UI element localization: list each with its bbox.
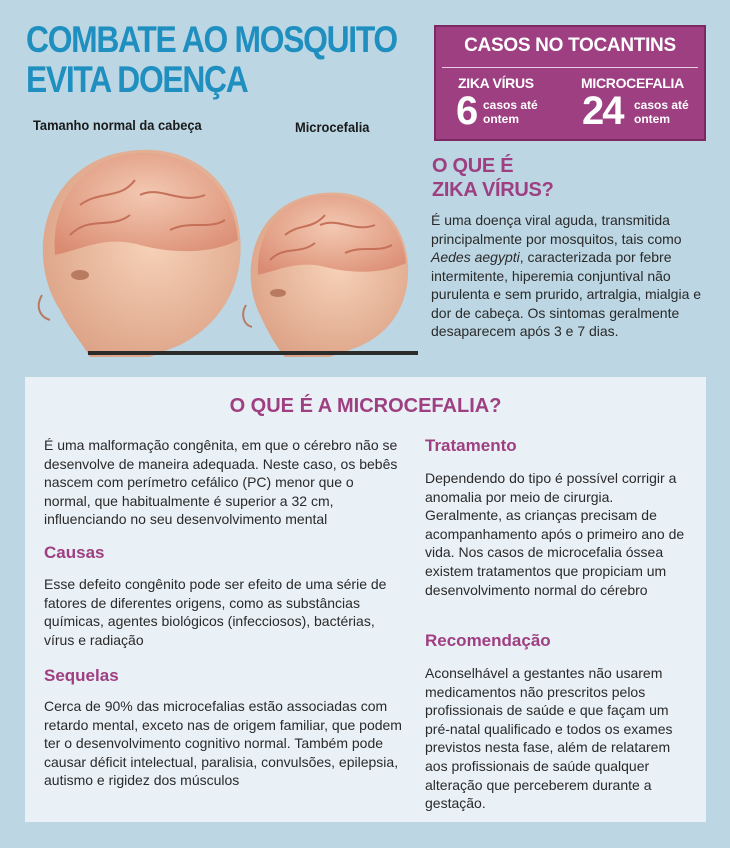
cases-divider <box>442 67 698 68</box>
headline <box>26 20 397 100</box>
microcephaly-panel-title: O QUE É A MICROCEFALIA? <box>229 395 502 417</box>
causas-text: Esse defeito congênito pode ser efeito de uma série de fatores de diferentes origens, como as substâncias químicas, agentes biológicos (infecciosos), bactérias, vírus e radiação <box>44 576 387 648</box>
tratamento-heading: Tratamento <box>425 436 517 455</box>
zika-cases-count: 6 <box>456 89 477 133</box>
recomendacao-heading: Recomendação <box>425 631 551 650</box>
headline-line-1: COMBATE AO MOSQUITO <box>26 19 397 60</box>
zika-title-line-2: ZIKA VÍRUS? <box>432 179 554 201</box>
zika-text-species: Aedes aegypti <box>431 249 520 265</box>
microcephaly-head-figure <box>243 192 408 357</box>
heads-illustration <box>20 135 420 360</box>
normal-head-figure <box>39 150 241 357</box>
zika-info-title <box>432 154 554 202</box>
zika-cases-note <box>483 98 543 126</box>
cases-box <box>434 25 706 141</box>
zika-text-part-1: É uma doença viral aguda, transmitida principalmente por mosquitos, tais como <box>431 212 682 247</box>
caption-normal-head: Tamanho normal da cabeça <box>33 117 202 133</box>
zika-title-line-1: O QUE É <box>432 155 514 177</box>
sequelas-heading: Sequelas <box>44 666 119 685</box>
sequelas-text: Cerca de 90% das microcefalias estão associadas com retardo mental, exceto nas de origem familiar, que podem ter o desenvolvimento cognitivo normal. Também pode causar déficit intelectual, paralisia, convulsões, epilepsia, autismo e rigidez dos músculos <box>44 698 402 789</box>
causas-heading: Causas <box>44 543 105 562</box>
zika-info-text <box>431 211 713 341</box>
microcephaly-cases-label: MICROCEFALIA <box>581 75 684 91</box>
headline-line-2: EVITA DOENÇA <box>26 59 248 100</box>
tratamento-text: Dependendo do tipo é possível corrigir a anomalia por meio de cirurgia. Geralmente, as crianças precisam de acompanhamento após o primeiro ano de vida. Nos casos de microcefalia óssea existem tratamentos que propiciam um desenvolvimento normal do cérebro <box>425 470 685 598</box>
micro-note-line-1: casos até <box>634 98 689 112</box>
zika-note-line-2: ontem <box>483 112 519 126</box>
zika-text-part-2: , caracterizada por febre intermitente, hiperemia conjuntival não purulenta e sem prurido, artralgia, mialgia e dor de cabeça. Os sintomas geralmente desaparecem após 3 e 7 dias. <box>431 249 702 339</box>
recomendacao-text: Aconselhável a gestantes não usarem medicamentos não prescritos pelos profissionais de saúde e que façam um pré-natal qualificado e todos os exames previstos nesta fase, além de relatarem aos profissionais de saúde qualquer alteração que perceberem durante a gestação. <box>425 665 673 812</box>
caption-microcephaly: Microcefalia <box>295 119 370 135</box>
microcephaly-cases-note <box>634 98 694 126</box>
zika-note-line-1: casos até <box>483 98 538 112</box>
zika-cases-label: ZIKA VÍRUS <box>458 75 534 91</box>
microcephaly-cases-count: 24 <box>582 89 623 133</box>
cases-title: CASOS NO TOCANTINS <box>464 35 676 56</box>
microcephaly-panel <box>25 377 706 822</box>
microcephaly-intro-text: É uma malformação congênita, em que o cérebro não se desenvolve de maneira adequada. Neste caso, os bebês nascem com perímetro cefálico (PC) menor que o normal, que habitualmente é superior a 32 cm, influenciando no seu desenvolvimento mental <box>44 437 398 528</box>
micro-note-line-2: ontem <box>634 112 670 126</box>
